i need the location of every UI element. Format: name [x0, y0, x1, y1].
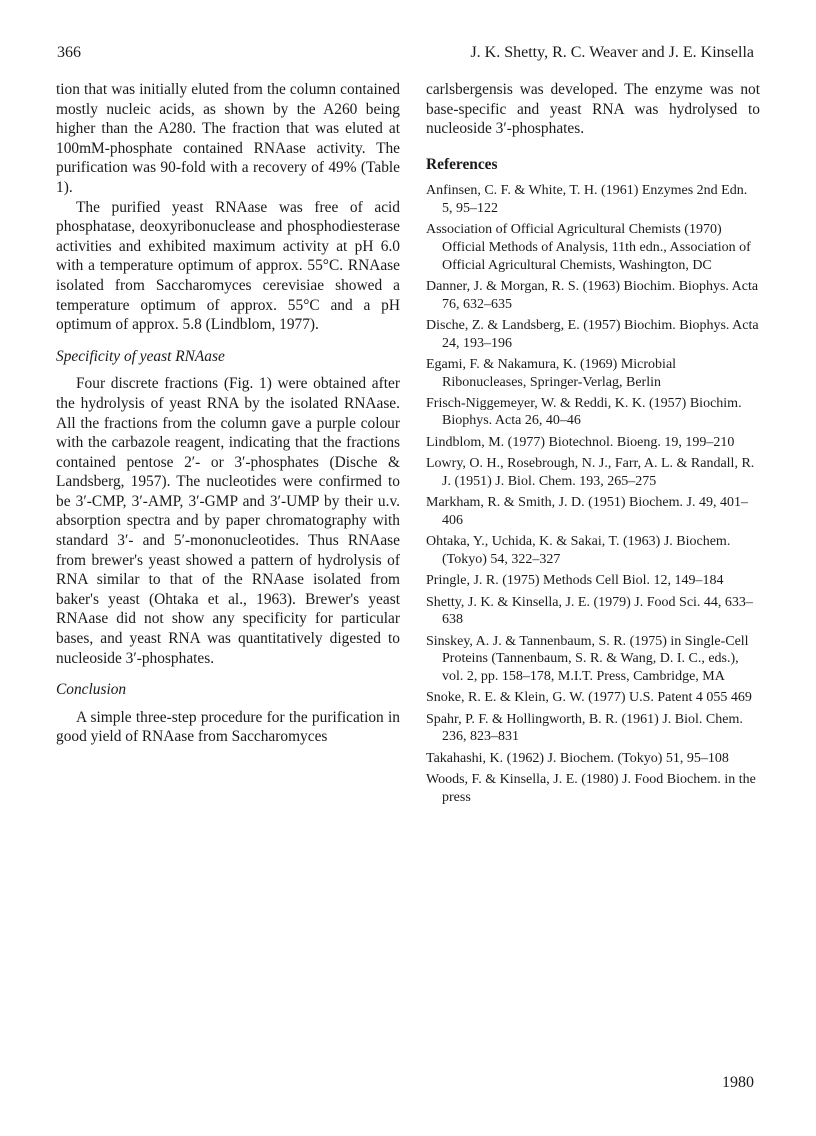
body-paragraph: carlsbergensis was developed. The enzyme was not base-specific and yeast RNA was hydrolysed to nucleoside 3′-phosphates.	[426, 81, 760, 138]
reference-item: Egami, F. & Nakamura, K. (1969) Microbial Ribonucleases, Springer-Verlag, Berlin	[426, 356, 677, 390]
reference-item: Takahashi, K. (1962) J. Biochem. (Tokyo) 51, 95–108	[426, 750, 729, 766]
reference-item: Lindblom, M. (1977) Biotechnol. Bioeng. 19, 199–210	[426, 434, 735, 450]
body-paragraph: The purified yeast RNAase was free of acid phosphatase, deoxyribonuclease and phosphodiesterase activities and exhibited maximum activity at pH 6.0 with a temperature optimum of approx. 55°C. RNAase isolated from Saccharomyces cerevisiae showed a temperature optimum of approx. 55°C and a pH optimum of approx. 5.8 (Lindblom, 1977).	[56, 198, 400, 334]
reference-item: Danner, J. & Morgan, R. S. (1963) Biochim. Biophys. Acta 76, 632–635	[426, 278, 759, 312]
page-number: 366	[57, 44, 81, 61]
reference-item: Markham, R. & Smith, J. D. (1951) Biochem. J. 49, 401–406	[426, 495, 748, 528]
reference-item: Association of Official Agricultural Chemists (1970) Official Methods of Analysis, 11th edn., Association of Official Agricultural Chemists, Washington, DC	[426, 222, 751, 273]
reference-item: Shetty, J. K. & Kinsella, J. E. (1979) J. Food Sci. 44, 633–638	[426, 594, 753, 628]
left-column	[56, 80, 400, 747]
body-paragraph: A simple three-step procedure for the purification in good yield of RNAase from Saccharomyces	[56, 708, 400, 746]
running-head-authors: J. K. Shetty, R. C. Weaver and J. E. Kinsella	[470, 44, 754, 61]
reference-item: Lowry, O. H., Rosebrough, N. J., Farr, A. L. & Randall, R. J. (1951) J. Biol. Chem. 193, 265–275	[426, 456, 755, 489]
references-heading: References	[426, 155, 498, 173]
section-heading-specificity: Specificity of yeast RNAase	[56, 347, 225, 365]
reference-item: Pringle, J. R. (1975) Methods Cell Biol. 12, 149–184	[426, 573, 724, 589]
reference-item: Woods, F. & Kinsella, J. E. (1980) J. Food Biochem. in the press	[426, 771, 756, 805]
reference-item: Ohtaka, Y., Uchida, K. & Sakai, T. (1963) J. Biochem. (Tokyo) 54, 322–327	[426, 534, 731, 567]
body-paragraph: Four discrete fractions (Fig. 1) were obtained after the hydrolysis of yeast RNA by the isolated RNAase. All the fractions from the column gave a purple colour with the carbazole reagent, indicating that the fractions contained pentose 2′- or 3′-phosphates (Dische & Landsberg, 1957). The nucleotides were confirmed to be 3′-CMP, 3′-AMP, 3′-GMP and 3′-UMP by their u.v. absorption spectra and by paper chromatography with standard 3′- and 5′-mononucleotides. Thus RNAase from brewer's yeast showed a pattern of hydrolysis of RNA similar to that of the RNAase isolated from baker's yeast (Ohtaka et al., 1963). Brewer's yeast RNAase did not show any specificity for particular bases, and yeast RNA was quantitatively digested to nucleoside 3′-phosphates.	[56, 375, 400, 667]
reference-list	[426, 182, 760, 806]
reference-item: Anfinsen, C. F. & White, T. H. (1961) Enzymes 2nd Edn. 5, 95–122	[426, 183, 748, 216]
reference-item: Sinskey, A. J. & Tannenbaum, S. R. (1975) in Single-Cell Proteins (Tannenbaum, S. R. & Wang, D. I. C., eds.), vol. 2, pp. 158–178, M.I.T. Press, Cambridge, MA	[426, 633, 749, 684]
body-paragraph: tion that was initially eluted from the column contained mostly nucleic acids, as shown by the A260 being higher than the A280. The fraction that was eluted at 100mM-phosphate contained RNAase activity. The purification was 90-fold with a recovery of 49% (Table 1).	[56, 81, 400, 196]
section-heading-conclusion: Conclusion	[56, 681, 127, 699]
year-mark: 1980	[722, 1074, 754, 1091]
reference-item: Frisch-Niggemeyer, W. & Reddi, K. K. (1957) Biochim. Biophys. Acta 26, 40–46	[426, 395, 742, 429]
reference-item: Dische, Z. & Landsberg, E. (1957) Biochim. Biophys. Acta 24, 193–196	[426, 317, 759, 351]
right-column	[426, 80, 760, 810]
reference-item: Spahr, P. F. & Hollingworth, B. R. (1961) J. Biol. Chem. 236, 823–831	[426, 711, 743, 745]
reference-item: Snoke, R. E. & Klein, G. W. (1977) U.S. Patent 4 055 469	[426, 690, 752, 706]
